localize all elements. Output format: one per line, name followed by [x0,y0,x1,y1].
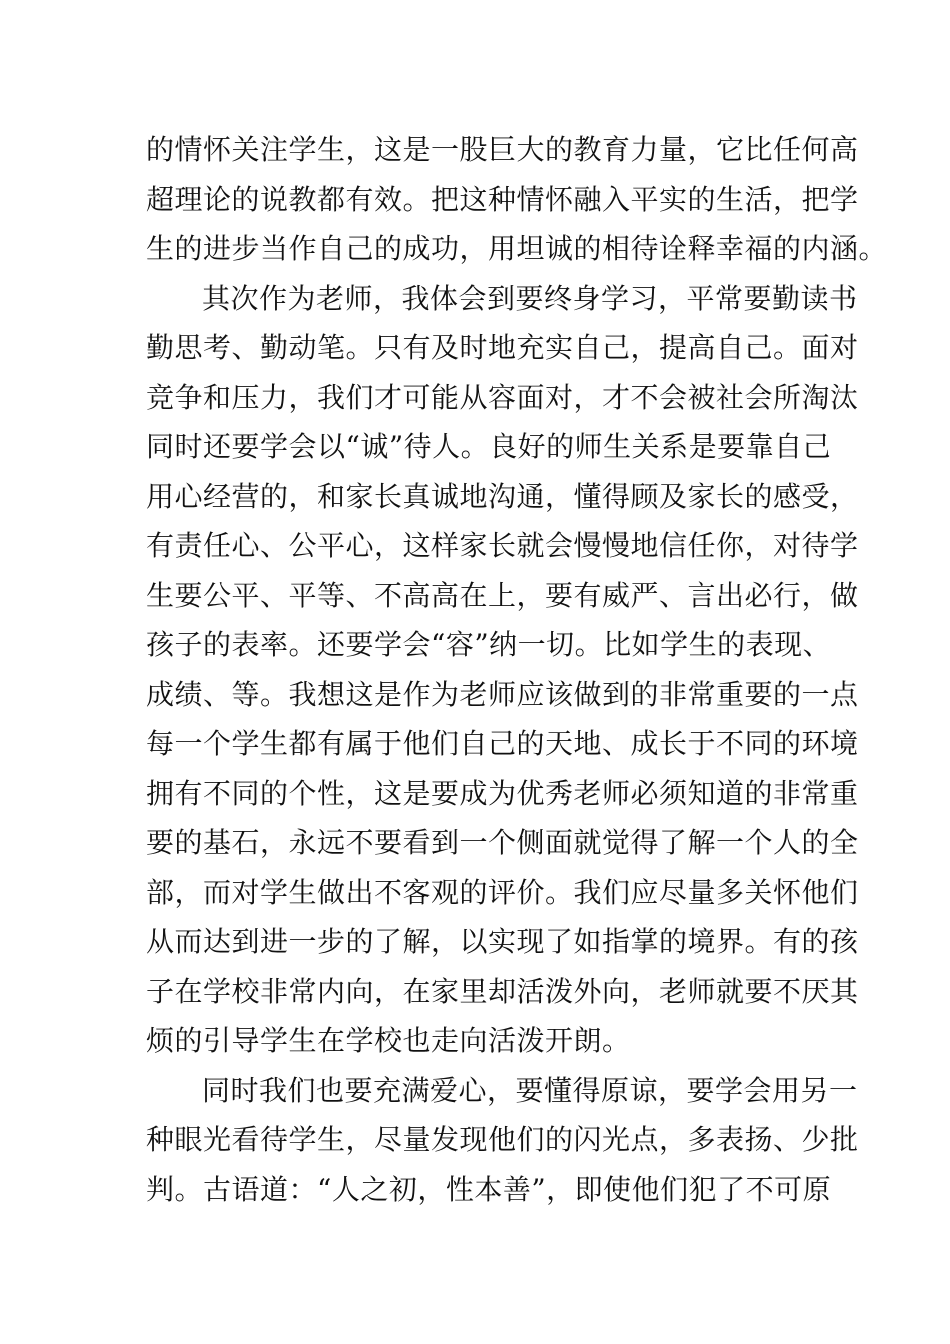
text-line: 同时还要学会以“诚”待人。良好的师生关系是要靠自己 [146,430,832,463]
text-line: 有责任心、公平心，这样家长就会慢慢地信任你，对待学 [146,529,859,562]
text-line: 子在学校非常内向，在家里却活泼外向，老师就要不厌其 [146,974,859,1008]
body-text [146,125,888,1214]
text-line: 的情怀关注学生，这是一股巨大的教育力量，它比任何高 [146,133,859,166]
text-line: 用心经营的，和家长真诚地沟通，懂得顾及家长的感受， [146,479,859,513]
text-line: 部，而对学生做出不客观的评价。我们应尽量多关怀他们 [146,875,859,909]
paragraph-start-line: 同时我们也要充满爱心，要懂得原谅，要学会用另一 [202,1073,858,1107]
text-line: 成绩、等。我想这是作为老师应该做到的非常重要的一点 [146,677,859,711]
text-line: 生的进步当作自己的成功，用坦诚的相待诠释幸福的内涵。 [146,232,888,265]
text-line: 拥有不同的个性，这是要成为优秀老师必须知道的非常重 [146,776,859,810]
text-line: 从而达到进一步的了解，以实现了如指掌的境界。有的孩 [146,925,859,958]
text-line: 竞争和压力，我们才可能从容面对，才不会被社会所淘汰 [146,380,859,414]
text-line: 每一个学生都有属于他们自己的天地、成长于不同的环境 [146,727,859,760]
text-line: 超理论的说教都有效。把这种情怀融入平实的生活，把学 [146,182,859,216]
text-line: 生要公平、平等、不高高在上，要有威严、言出必行，做 [146,578,859,612]
text-line: 勤思考、勤动笔。只有及时地充实自己，提高自己。面对 [146,331,859,364]
text-line: 种眼光看待学生，尽量发现他们的闪光点，多表扬、少批 [146,1123,859,1156]
text-line: 烦的引导学生在学校也走向活泼开朗。 [146,1024,631,1057]
paragraph-start-line: 其次作为老师，我体会到要终身学习，平常要勤读书 [202,281,858,315]
text-line: 要的基石，永远不要看到一个侧面就觉得了解一个人的全 [146,826,859,859]
text-line: 孩子的表率。还要学会“容”纳一切。比如学生的表现、 [146,628,832,661]
text-line: 判。古语道：“人之初，性本善”，即使他们犯了不可原 [146,1172,832,1206]
